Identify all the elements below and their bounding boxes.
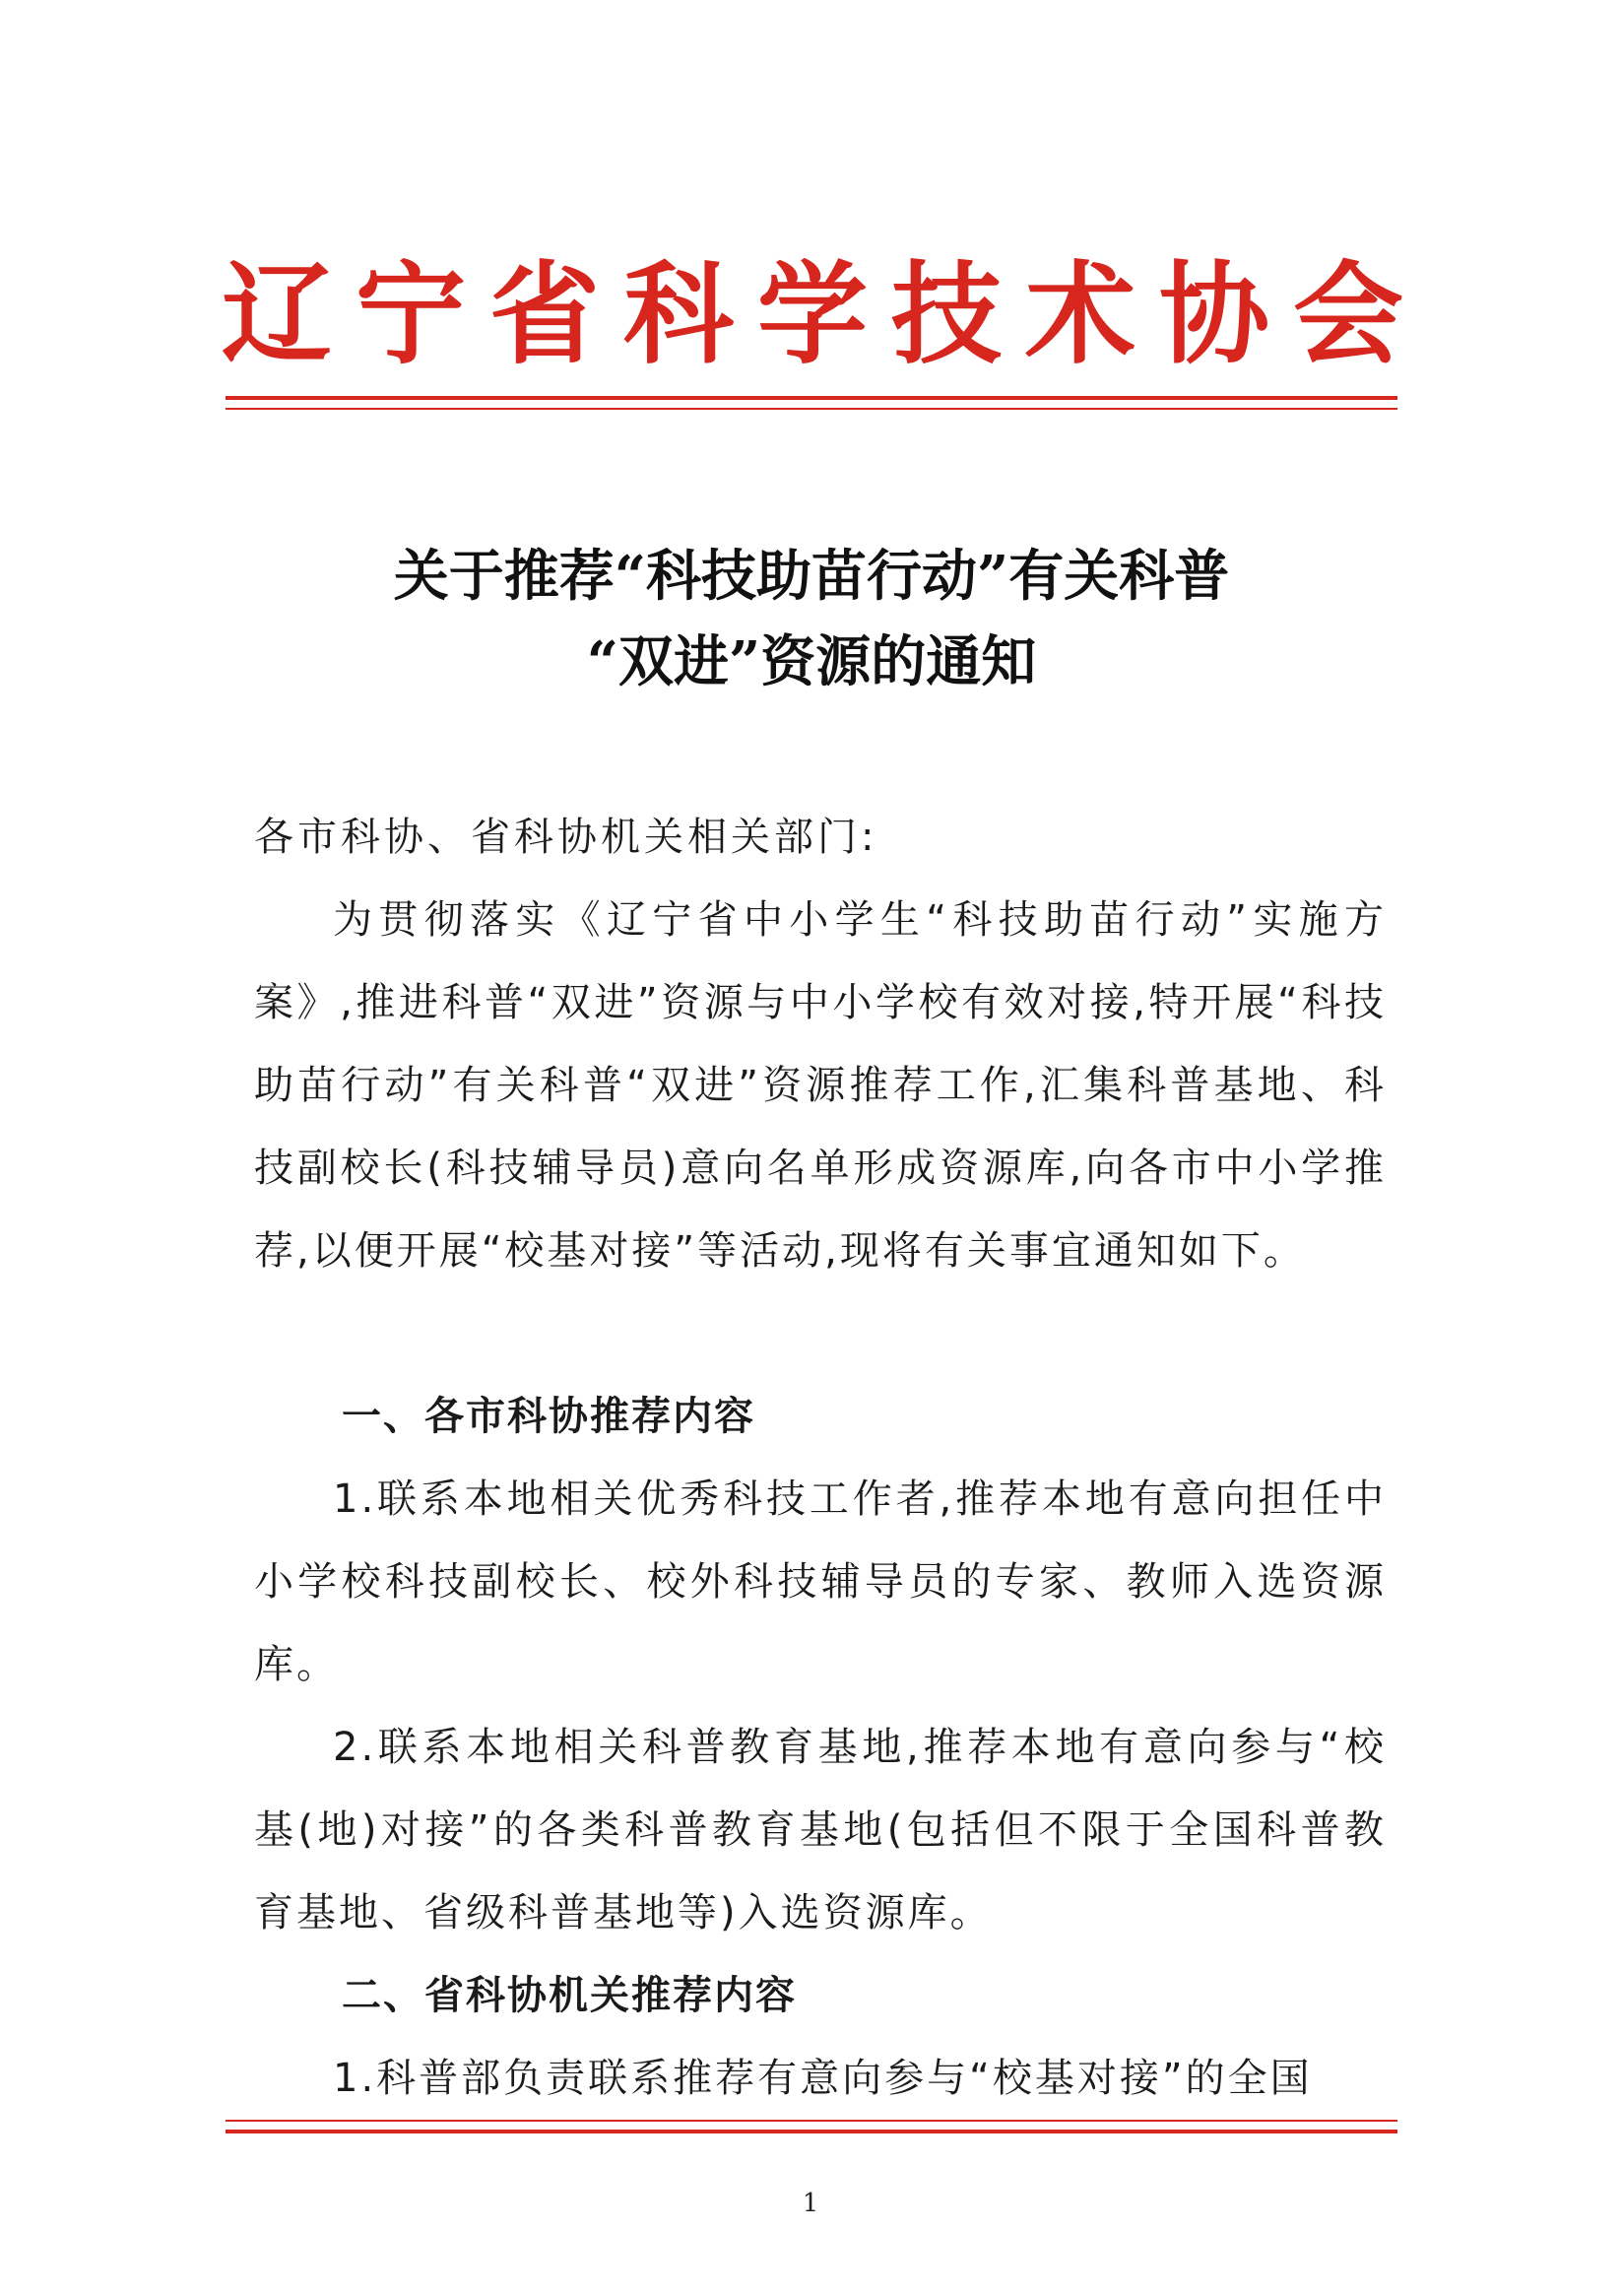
organization-header: 辽宁省科学技术协会: [222, 251, 1427, 379]
section-2-item-1: 1.科普部负责联系推荐有意向参与“校基对接”的全国: [333, 2056, 1313, 2101]
page-number: 1: [802, 2189, 819, 2218]
section-1-item-1-block: [254, 1458, 1387, 1706]
section-2-item-1-block: [254, 2037, 1387, 2120]
salutation: 各市科协、省科协机关相关部门:: [254, 815, 878, 860]
intro-paragraph: 为贯彻落实《辽宁省中小学生“科技助苗行动”实施方案》,推进科普“双进”资源与中小学校有效对接,特开展“科技助苗行动”有关科普“双进”资源推荐工作,汇集科普基地、科技副校长(科技辅导员)意向名单形成资源库,向各市中小学推荐,以便开展“校基对接”等活动,现将有关事宜通知如下。: [254, 897, 1387, 1274]
section-1-item-2: 2.联系本地相关科普教育基地,推荐本地有意向参与“校基(地)对接”的各类科普教育基地(包括但不限于全国科普教育基地、省级科普基地等)入选资源库。: [254, 1725, 1387, 1935]
header-rule-thick: [226, 396, 1397, 400]
section-1-item-2-block: [254, 1706, 1387, 1954]
document-title-line-2: “双进”资源的通知: [586, 629, 1037, 694]
header-rule-thin: [226, 408, 1397, 410]
section-1-item-1: 1.联系本地相关优秀科技工作者,推荐本地有意向担任中小学校科技副校长、校外科技辅导员的专家、教师入选资源库。: [254, 1476, 1387, 1687]
intro-block: [254, 879, 1387, 1292]
footer-rule-thick: [226, 2130, 1397, 2133]
document-title-line-1: 关于推荐“科技助苗行动”有关科普: [393, 544, 1230, 609]
footer-rule-thin: [226, 2120, 1397, 2122]
section-1-heading: 一、各市科协推荐内容: [342, 1394, 755, 1439]
section-2-heading: 二、省科协机关推荐内容: [342, 1973, 797, 2018]
